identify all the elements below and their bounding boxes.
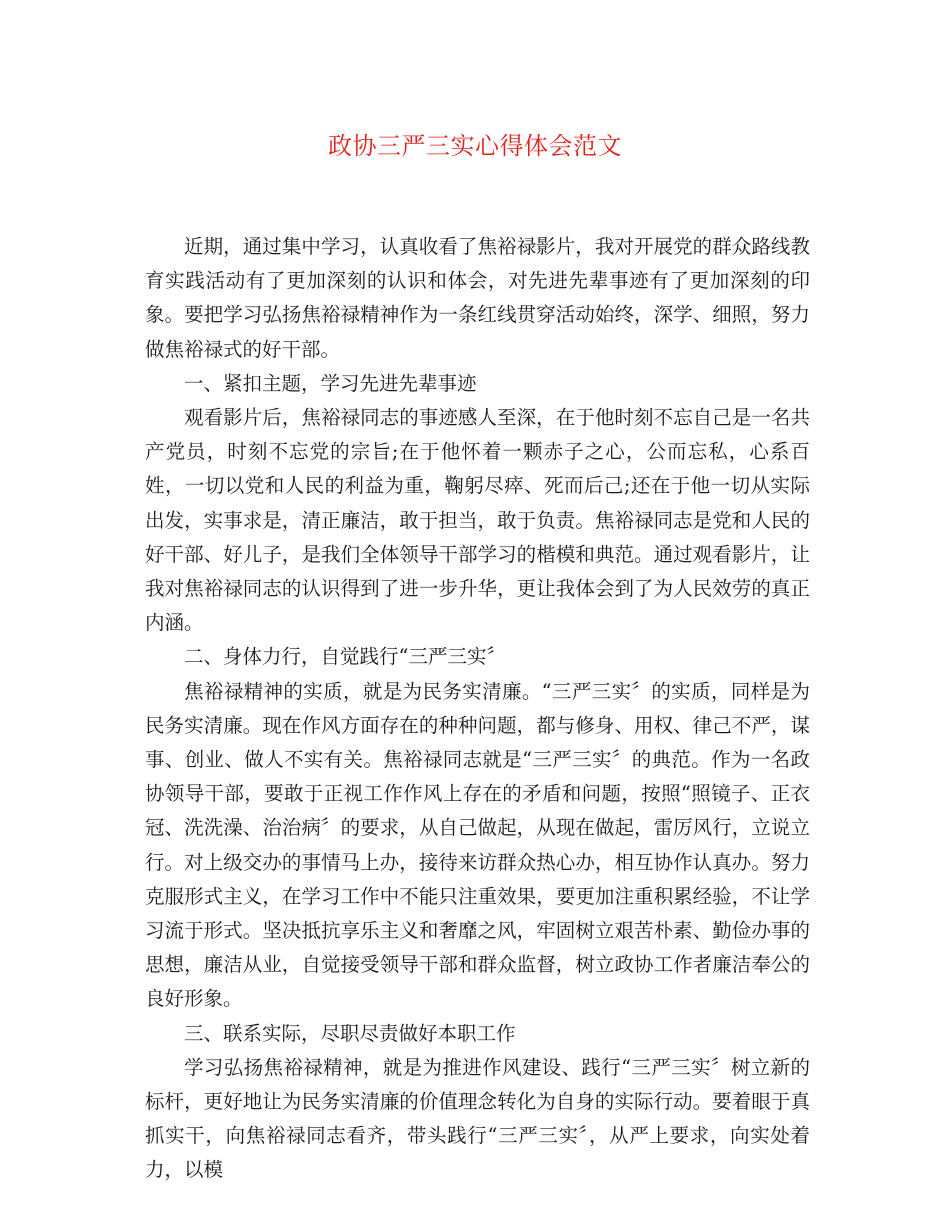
paragraph-intro: 近期，通过集中学习，认真收看了焦裕禄影片，我对开展党的群众路线教育实践活动有了更加深刻的认识和体会，对先进先辈事迹有了更加深刻的印象。要把学习弘扬焦裕禄精神作为一条红线贯穿活动始终，深学、细照，努力做焦裕禄式的好干部。 bbox=[145, 235, 810, 361]
paragraph-section-1: 观看影片后，焦裕禄同志的事迹感人至深，在于他时刻不忘自己是一名共产党员，时刻不忘党的宗旨;在于他怀着一颗赤子之心，公而忘私，心系百姓，一切以党和人民的利益为重，鞠躬尽瘁、死而后己;还在于他一切从实际出发，实事求是，清正廉洁，敢于担当，敢于负责。焦裕禄同志是党和人民的好干部、好儿子，是我们全体领导干部学习的楷模和典范。通过观看影片，让我对焦裕禄同志的认识得到了进一步升华，更让我体会到了为人民效劳的真正内涵。 bbox=[145, 406, 810, 635]
paragraph-section-2: 焦裕禄精神的实质，就是为民务实清廉。“三严三实〞的实质，同样是为民务实清廉。现在作风方面存在的种种问题，都与修身、用权、律己不严，谋事、创业、做人不实有关。焦裕禄同志就是“三严三实〞的典范。作为一名政协领导干部，要敢于正视工作作风上存在的矛盾和问题，按照“照镜子、正衣冠、洗洗澡、治治病〞的要求，从自己做起，从现在做起，雷厉风行，立说立行。对上级交办的事情马上办，接待来访群众热心办，相互协作认真办。努力克服形式主义，在学习工作中不能只注重效果，要更加注重积累经验，不让学习流于形式。坚决抵抗享乐主义和奢靡之风，牢固树立艰苦朴素、勤俭办事的思想，廉洁从业，自觉接受领导干部和群众监督，树立政协工作者廉洁奉公的良好形象。 bbox=[145, 679, 810, 1011]
document-title: 政协三严三实心得体会范文 bbox=[328, 132, 622, 160]
section-heading-2: 二、身体力行，自觉践行“三严三实〞 bbox=[184, 645, 506, 669]
section-heading-1: 一、紧扣主题，学习先进先辈事迹 bbox=[184, 371, 477, 395]
paragraph-section-3: 学习弘扬焦裕禄精神，就是为推进作风建设、践行“三严三实〞树立新的标杆，更好地让为民务实清廉的价值理念转化为自身的实际行动。要着眼于真抓实干，向焦裕禄同志看齐，带头践行“三严三实〞，从严上要求，向实处着力，以模 bbox=[145, 1055, 810, 1182]
document-body bbox=[145, 230, 810, 1188]
section-heading-3: 三、联系实际，尽职尽责做好本职工作 bbox=[184, 1021, 516, 1045]
